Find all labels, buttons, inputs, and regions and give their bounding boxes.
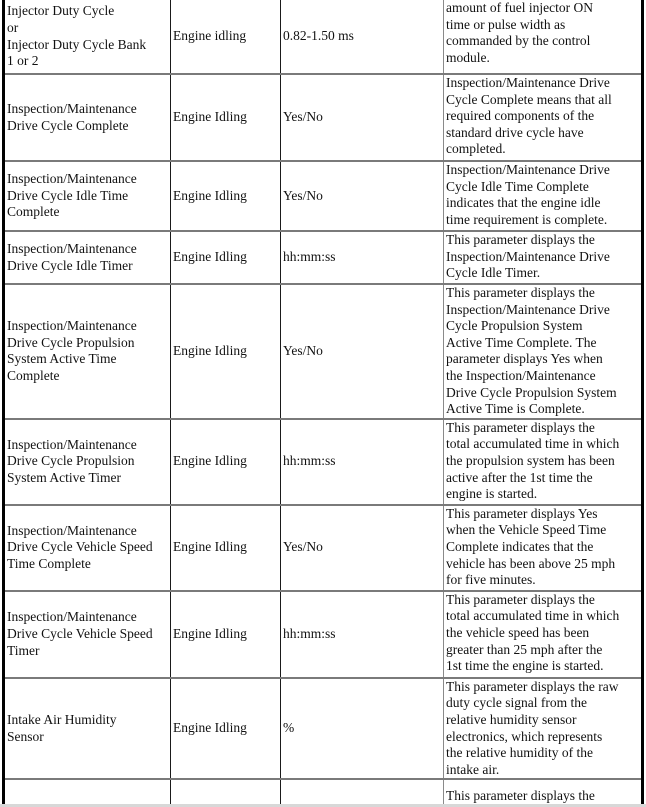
description-line: time or pulse width as — [446, 16, 566, 32]
description-line: the vehicle speed has been — [446, 624, 590, 640]
condition-cell: Engine Idling — [171, 505, 281, 591]
parameter-name-line: Drive Cycle Idle Time — [7, 187, 129, 203]
description-line: the propulsion system has been — [446, 452, 615, 468]
parameter-name-line: or — [7, 19, 19, 35]
description-line: indicates that the engine idle — [446, 195, 601, 211]
description-line: the relative humidity of the — [446, 745, 593, 761]
description-line: amount of fuel injector ON — [446, 0, 593, 15]
description-line: required components of the — [446, 108, 595, 124]
parameter-name-cell — [4, 678, 171, 780]
description-line: parameter displays Yes when — [446, 351, 603, 367]
description-line: This parameter displays the — [446, 788, 595, 804]
parameter-name-line: Injector Duty Cycle — [7, 3, 115, 19]
table-row — [4, 591, 643, 678]
table-row — [4, 779, 643, 804]
typical-value-cell — [281, 779, 444, 804]
description-line: Cycle Propulsion System — [446, 318, 583, 334]
parameter-name-cell — [4, 505, 171, 591]
description-cell — [444, 74, 643, 161]
parameter-name-line: Complete — [7, 204, 60, 220]
description-cell — [444, 591, 643, 678]
description-line: time requirement is complete. — [446, 211, 608, 227]
parameter-name-cell — [4, 231, 171, 284]
parameter-name-line: Complete — [7, 367, 60, 383]
typical-value-cell: Yes/No — [281, 161, 444, 231]
parameter-name-line: Inspection/Maintenance — [7, 609, 137, 625]
parameter-name-line: System Active Time — [7, 351, 117, 367]
parameter-name-line: Drive Cycle Vehicle Speed — [7, 539, 153, 555]
parameter-name-line: Time Complete — [7, 556, 91, 572]
table-row — [4, 284, 643, 419]
parameter-name-line: Inspection/Maintenance — [7, 318, 137, 334]
description-line: Inspection/Maintenance Drive — [446, 162, 610, 177]
description-cell — [444, 505, 643, 591]
description-line: active after the 1st time the — [446, 469, 593, 485]
description-cell — [444, 231, 643, 284]
parameter-name-line: Injector Duty Cycle Bank — [7, 36, 147, 52]
description-line: This parameter displays Yes — [446, 505, 598, 521]
condition-cell: Engine Idling — [171, 231, 281, 284]
parameter-name-line: Intake Air Humidity — [7, 711, 117, 727]
description-cell — [444, 678, 643, 780]
condition-cell: Engine Idling — [171, 591, 281, 678]
description-line: for five minutes. — [446, 572, 536, 588]
parameter-name-line: Drive Cycle Complete — [7, 117, 129, 133]
description-line: Cycle Complete means that all — [446, 91, 612, 107]
parameter-name-line: Drive Cycle Vehicle Speed — [7, 625, 153, 641]
description-line: Inspection/Maintenance Drive — [446, 75, 610, 90]
parameter-name-line: Drive Cycle Propulsion — [7, 453, 135, 469]
parameter-name-line: System Active Timer — [7, 470, 122, 486]
typical-value-cell: hh:mm:ss — [281, 231, 444, 284]
condition-cell: Engine Idling — [171, 284, 281, 419]
table-row — [4, 678, 643, 780]
description-line: Active Time Complete. The — [446, 334, 597, 350]
parameter-name-line: Drive Cycle Idle Timer — [7, 257, 133, 273]
description-line: total accumulated time in which — [446, 436, 620, 452]
description-line: engine is started. — [446, 486, 538, 502]
description-line: total accumulated time in which — [446, 608, 620, 624]
parameter-name-cell — [4, 0, 171, 74]
description-line: This parameter displays the — [446, 285, 595, 300]
typical-value-cell: hh:mm:ss — [281, 419, 444, 505]
description-cell — [444, 0, 643, 74]
typical-value-cell: % — [281, 678, 444, 780]
description-line: module. — [446, 49, 490, 65]
description-line: Inspection/Maintenance Drive — [446, 301, 610, 317]
description-line: This parameter displays the — [446, 232, 595, 247]
description-line: the Inspection/Maintenance — [446, 367, 596, 383]
description-line: commanded by the control — [446, 33, 591, 49]
description-line: Inspection/Maintenance Drive — [446, 248, 610, 264]
description-line: intake air. — [446, 761, 500, 777]
typical-value-cell: Yes/No — [281, 505, 444, 591]
condition-cell: Engine Idling — [171, 678, 281, 780]
parameter-name-cell — [4, 779, 171, 804]
parameter-name-cell — [4, 284, 171, 419]
description-line: Complete indicates that the — [446, 538, 594, 554]
parameter-name-line: Drive Cycle Propulsion — [7, 334, 135, 350]
description-cell — [444, 779, 643, 804]
parameter-name-line: Inspection/Maintenance — [7, 240, 137, 256]
description-line: greater than 25 mph after the — [446, 641, 603, 657]
condition-cell: Engine Idling — [171, 74, 281, 161]
condition-cell: Engine Idling — [171, 161, 281, 231]
description-line: standard drive cycle have — [446, 124, 584, 140]
description-line: Drive Cycle Propulsion System — [446, 384, 617, 400]
description-line: completed. — [446, 141, 506, 157]
description-line: vehicle has been above 25 mph — [446, 555, 616, 571]
parameter-name-line: 1 or 2 — [7, 53, 39, 69]
typical-value-cell: 0.82-1.50 ms — [281, 0, 444, 74]
table-row — [4, 419, 643, 505]
description-line: Cycle Idle Timer. — [446, 265, 541, 281]
description-line: when the Vehicle Speed Time — [446, 522, 607, 538]
description-line: duty cycle signal from the — [446, 695, 587, 711]
condition-cell — [171, 779, 281, 804]
description-cell — [444, 419, 643, 505]
table-row — [4, 231, 643, 284]
typical-value-cell: Yes/No — [281, 74, 444, 161]
description-line: electronics, which represents — [446, 728, 603, 744]
table-row — [4, 505, 643, 591]
parameter-name-line: Timer — [7, 642, 40, 658]
description-line: This parameter displays the — [446, 419, 595, 435]
description-cell — [444, 161, 643, 231]
parameter-name-line: Inspection/Maintenance — [7, 171, 137, 187]
table-row — [4, 74, 643, 161]
typical-value-cell: hh:mm:ss — [281, 591, 444, 678]
table-row — [4, 161, 643, 231]
parameter-name-line: Inspection/Maintenance — [7, 100, 137, 116]
parameter-name-line: Inspection/Maintenance — [7, 436, 137, 452]
parameter-name-cell — [4, 419, 171, 505]
description-cell — [444, 284, 643, 419]
typical-value-cell: Yes/No — [281, 284, 444, 419]
parameter-name-cell — [4, 591, 171, 678]
description-line: This parameter displays the — [446, 591, 595, 607]
parameter-name-line: Inspection/Maintenance — [7, 522, 137, 538]
description-line: Active Time is Complete. — [446, 401, 585, 417]
condition-cell: Engine Idling — [171, 419, 281, 505]
description-line: This parameter displays the raw — [446, 678, 619, 694]
parameter-table — [2, 0, 644, 804]
parameter-name-cell — [4, 161, 171, 231]
description-line: relative humidity sensor — [446, 711, 577, 727]
description-line: 1st time the engine is started. — [446, 658, 604, 674]
parameter-name-cell — [4, 74, 171, 161]
condition-cell: Engine idling — [171, 0, 281, 74]
parameter-name-line: Sensor — [7, 728, 44, 744]
description-line: Cycle Idle Time Complete — [446, 178, 589, 194]
table-row — [4, 0, 643, 74]
